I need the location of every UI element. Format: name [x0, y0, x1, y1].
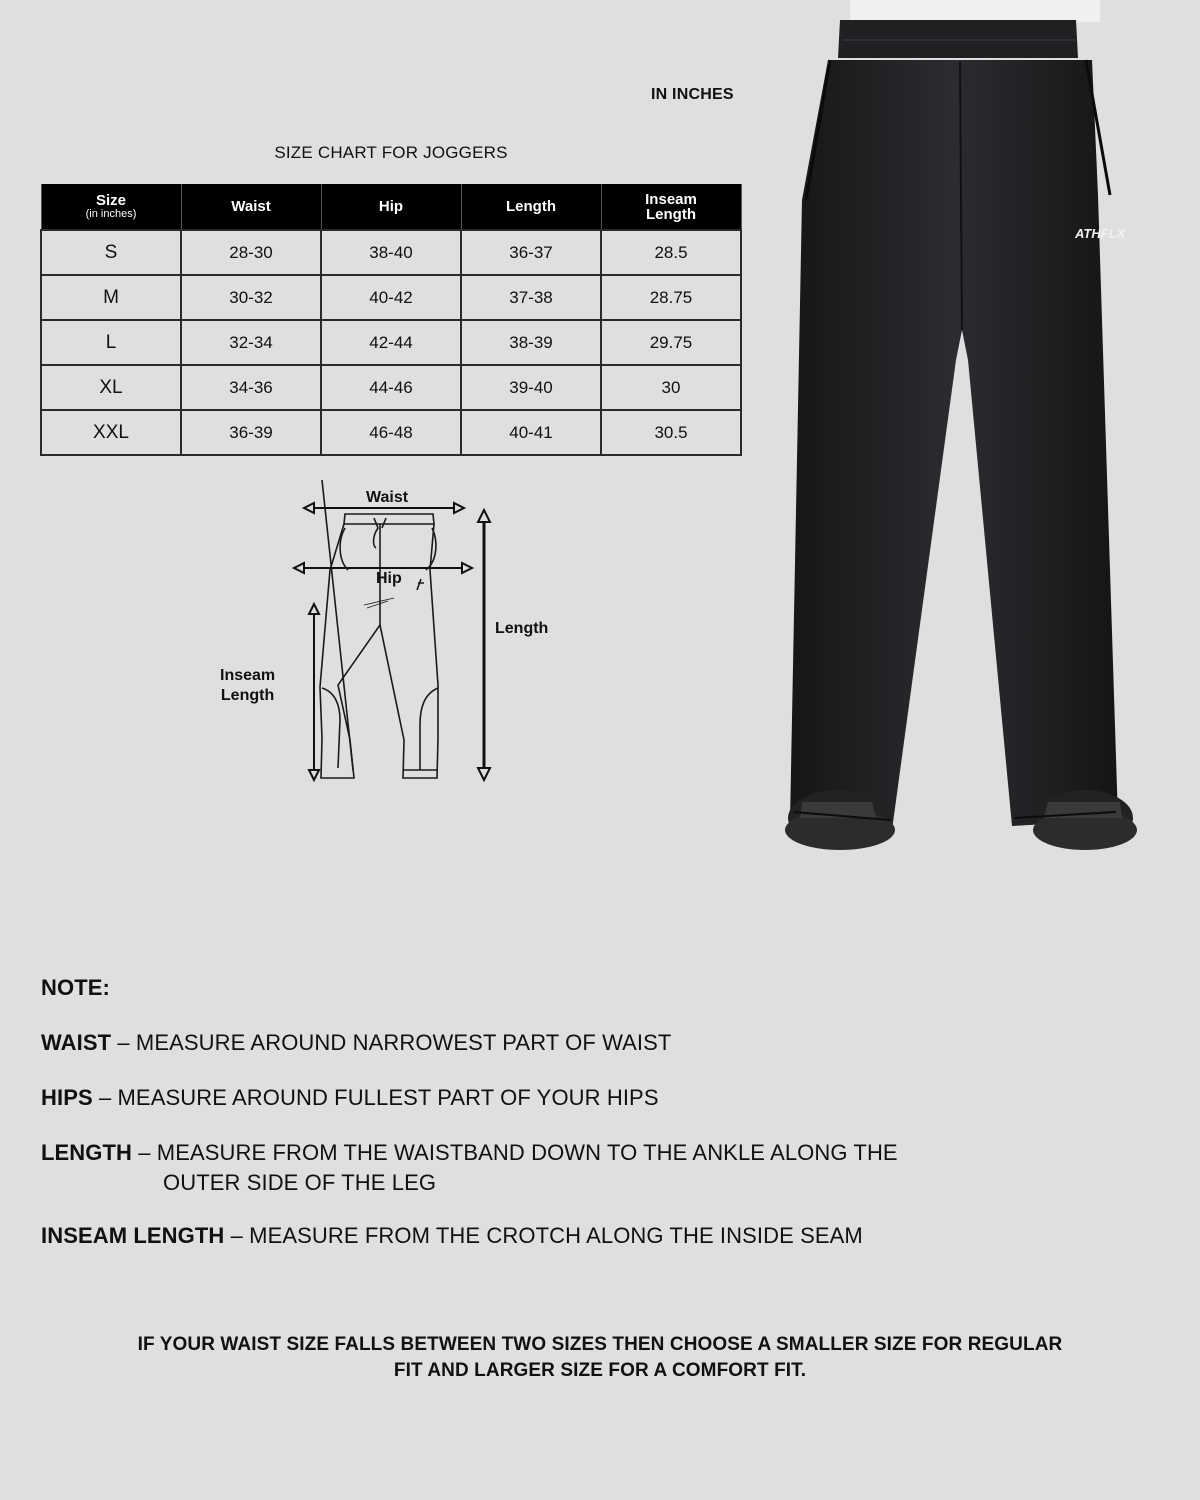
table-row	[41, 275, 741, 320]
note-inseam-length: INSEAM LENGTH – MEASURE FROM THE CROTCH ALONG THE INSIDE SEAM	[41, 1223, 863, 1248]
cell-size: XL	[41, 365, 181, 410]
table-row	[41, 320, 741, 365]
header-hip: Hip	[321, 184, 461, 230]
note-length: LENGTH – MEASURE FROM THE WAISTBAND DOWN TO THE ANKLE ALONG THE	[41, 1140, 898, 1165]
product-photo	[780, 0, 1160, 870]
cell-length: 40-41	[461, 410, 601, 455]
cell-hip: 46-48	[321, 410, 461, 455]
measurement-diagram	[200, 480, 580, 800]
cell-waist: 28-30	[181, 230, 321, 275]
cell-hip: 38-40	[321, 230, 461, 275]
header-size: Size (in inches)	[41, 184, 181, 230]
cell-hip: 42-44	[321, 320, 461, 365]
cell-inseam: 30	[601, 365, 741, 410]
note-length-continued: OUTER SIDE OF THE LEG	[163, 1170, 437, 1195]
fit-advice: IF YOUR WAIST SIZE FALLS BETWEEN TWO SIZES THEN CHOOSE A SMALLER SIZE FOR REGULAR FIT AND LARGER SIZE FOR A COMFORT FIT.	[137, 1334, 1063, 1381]
header-inseam-length: Inseam Length	[601, 184, 741, 230]
cell-size: M	[41, 275, 181, 320]
cell-inseam: 29.75	[601, 320, 741, 365]
diagram-waist-label: Waist	[366, 489, 409, 506]
table-row	[41, 230, 741, 275]
cell-waist: 34-36	[181, 365, 321, 410]
diagram-inseam-label: Inseam Length	[220, 667, 276, 704]
cell-length: 36-37	[461, 230, 601, 275]
cell-size: L	[41, 320, 181, 365]
brand-logo-text: ATHFLX	[1075, 226, 1126, 241]
cell-length: 37-38	[461, 275, 601, 320]
joggers-line-drawing-icon	[200, 480, 580, 800]
cell-inseam: 30.5	[601, 410, 741, 455]
note-hips: HIPS – MEASURE AROUND FULLEST PART OF YOUR HIPS	[41, 1085, 659, 1110]
size-chart-table	[40, 184, 742, 456]
diagram-length-label: Length	[495, 620, 549, 637]
model-wearing-joggers-image	[780, 0, 1160, 870]
cell-inseam: 28.5	[601, 230, 741, 275]
table-row	[41, 365, 741, 410]
notes-heading: NOTE:	[41, 975, 110, 1000]
table-row	[41, 410, 741, 455]
unit-label: IN INCHES	[651, 86, 734, 103]
cell-hip: 44-46	[321, 365, 461, 410]
header-waist: Waist	[181, 184, 321, 230]
cell-waist: 32-34	[181, 320, 321, 365]
chart-title: SIZE CHART FOR JOGGERS	[274, 143, 508, 162]
cell-length: 38-39	[461, 320, 601, 365]
table-header-row	[41, 184, 741, 230]
cell-waist: 36-39	[181, 410, 321, 455]
diagram-hip-label: Hip	[376, 570, 402, 587]
header-length: Length	[461, 184, 601, 230]
note-waist: WAIST – MEASURE AROUND NARROWEST PART OF WAIST	[41, 1030, 672, 1055]
cell-size: S	[41, 230, 181, 275]
cell-waist: 30-32	[181, 275, 321, 320]
cell-size: XXL	[41, 410, 181, 455]
cell-length: 39-40	[461, 365, 601, 410]
cell-inseam: 28.75	[601, 275, 741, 320]
cell-hip: 40-42	[321, 275, 461, 320]
